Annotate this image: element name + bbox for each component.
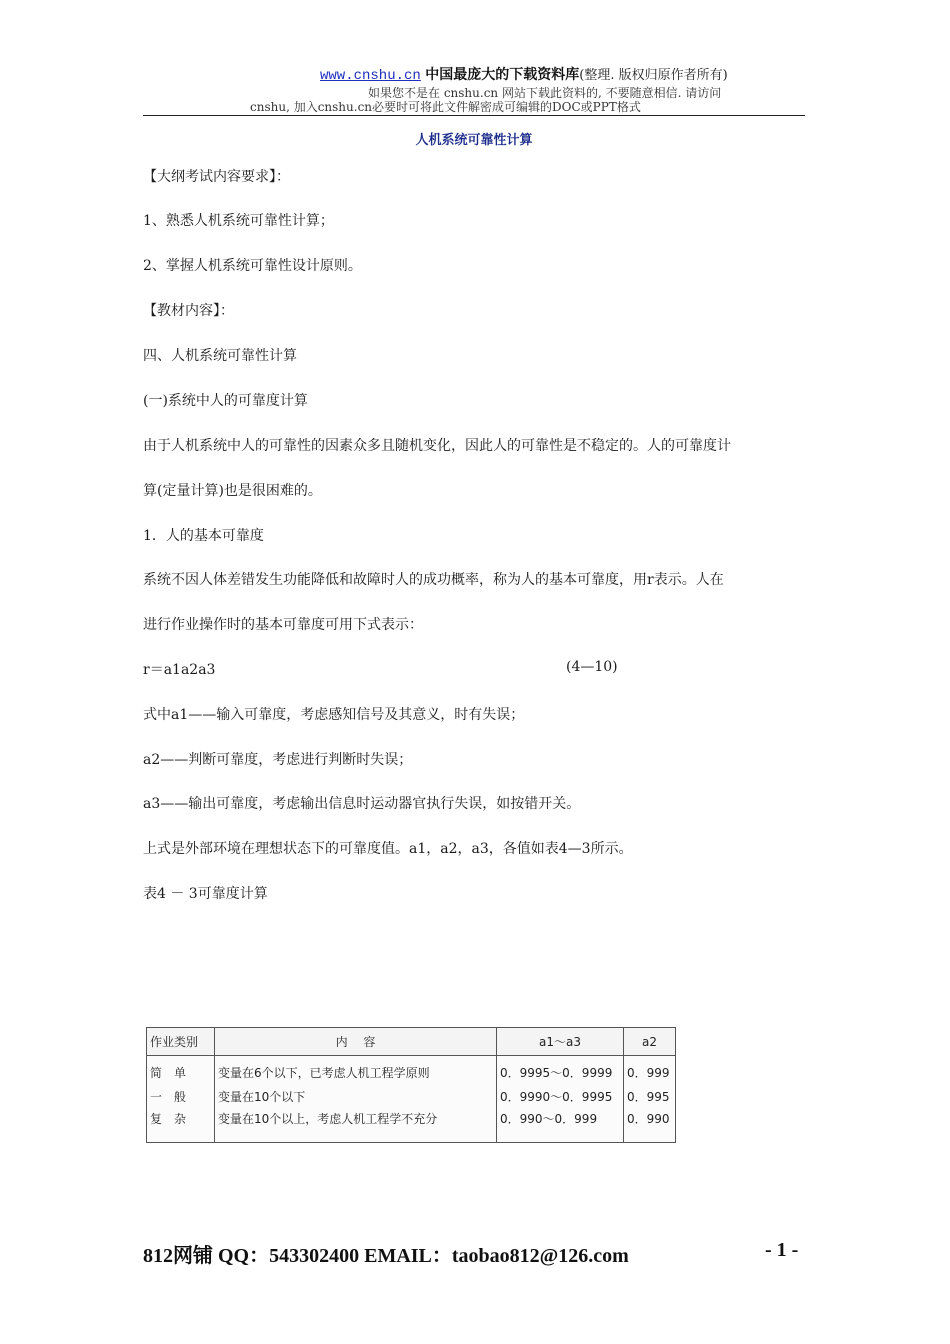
- header-divider: [143, 115, 805, 116]
- subsection-heading: (一)系统中人的可靠度计算: [143, 393, 308, 409]
- header-line: [320, 64, 820, 84]
- table-header-cell: 作业类别: [147, 1028, 215, 1056]
- download-notice-line1: 如果您不是在 cnshu.cn 网站下载此资料的, 不要随意相信. 请访问: [368, 86, 722, 100]
- table-cell: 变量在6个以下，已考虑人机工程学原则: [215, 1056, 497, 1085]
- definition-a3: a3——输出可靠度，考虑输出信息时运动器官执行失误，如按错开关。: [143, 796, 581, 812]
- paragraph-line: 由于人机系统中人的可靠性的因素众多且随机变化，因此人的可靠性是不稳定的。人的可靠度计: [143, 438, 731, 454]
- definition-a2: a2——判断可靠度，考虑进行判断时失误；: [143, 752, 413, 768]
- table-cell: 变量在10个以上，考虑人机工程学不充分: [215, 1108, 497, 1143]
- table-row: [147, 1084, 676, 1108]
- definition-a1: 式中a1——输入可靠度，考虑感知信号及其意义，时有失误；: [143, 707, 525, 723]
- paragraph-line: 进行作业操作时的基本可靠度可用下式表示：: [143, 617, 423, 633]
- table-cell: 0．990: [624, 1108, 676, 1143]
- table-header-cell: 内 容: [215, 1028, 497, 1056]
- table-cell: 0．995: [624, 1084, 676, 1108]
- footer-contact: 812网铺 QQ：543302400 EMAIL：taobao812@126.com: [143, 1245, 629, 1267]
- table-header-cell: a2: [624, 1028, 676, 1056]
- rights-note: (整理. 版权归原作者所有): [579, 68, 728, 83]
- paragraph-line: 算(定量计算)也是很困难的。: [143, 483, 322, 499]
- textbook-heading: 【教材内容】：: [143, 303, 234, 319]
- table-cell: 0．990～0．999: [497, 1108, 624, 1143]
- table-cell: 简 单: [147, 1056, 215, 1085]
- formula-number: (4—10): [566, 659, 618, 675]
- syllabus-item-1: 1、熟悉人机系统可靠性计算；: [143, 213, 334, 229]
- paragraph-line: 上式是外部环境在理想状态下的可靠度值。a1，a2，a3，各值如表4—3所示。: [143, 841, 633, 857]
- table-cell: 0．9995～0．9999: [497, 1056, 624, 1085]
- download-notice-line2: cnshu, 加入cnshu.cn必要时可将此文件解密成可编辑的DOC或PPT格式: [250, 100, 641, 114]
- item-heading: 1．人的基本可靠度: [143, 528, 264, 544]
- document-title: 人机系统可靠性计算: [415, 133, 533, 148]
- table-cell: 复 杂: [147, 1108, 215, 1143]
- table-caption: 表4 － 3可靠度计算: [143, 886, 268, 902]
- table-header-cell: a1～a3: [497, 1028, 624, 1056]
- table-row: [147, 1108, 676, 1143]
- site-tagline: 中国最庞大的下载资料库: [425, 67, 580, 83]
- table-cell: 0．999: [624, 1056, 676, 1085]
- table-cell: 一 般: [147, 1084, 215, 1108]
- page-number: - 1 -: [765, 1239, 799, 1261]
- section-heading: 四、人机系统可靠性计算: [143, 348, 297, 364]
- site-link[interactable]: www.cnshu.cn: [320, 68, 421, 84]
- table-header-row: [147, 1028, 676, 1056]
- paragraph-line: 系统不因人体差错发生功能降低和故障时人的成功概率，称为人的基本可靠度，用r表示。人在: [143, 572, 724, 588]
- formula: r＝a1a2a3: [143, 662, 216, 678]
- reliability-table: [146, 1027, 676, 1143]
- syllabus-heading: 【大纲考试内容要求】：: [143, 169, 290, 185]
- syllabus-item-2: 2、掌握人机系统可靠性设计原则。: [143, 258, 362, 274]
- table-cell: 0．9990～0．9995: [497, 1084, 624, 1108]
- table-cell: 变量在10个以下: [215, 1084, 497, 1108]
- table-row: [147, 1056, 676, 1085]
